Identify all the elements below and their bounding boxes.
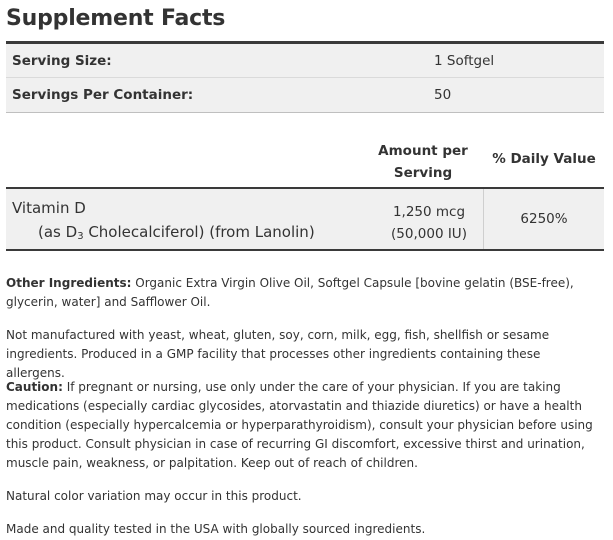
color-variation-note: Natural color variation may occur in this product. — [6, 489, 302, 503]
other-ingredients — [6, 274, 602, 312]
amount-per-serving-header — [370, 140, 476, 184]
nutrient-amount — [372, 201, 486, 245]
nutrient-daily-value: 6250% — [520, 211, 568, 227]
allergen-statement: Not manufactured with yeast, wheat, gluten, soy, corn, milk, egg, fish, shellfish or sesame ingredients. Produced in a GMP facility that processes other ingredients containing these allergens. — [6, 328, 550, 380]
nutrient-name: Vitamin D — [12, 199, 86, 217]
daily-value-header: % Daily Value — [492, 151, 596, 167]
serving-size-row — [6, 44, 604, 78]
servings-per-container-value: 50 — [434, 87, 452, 103]
nutrient-row — [6, 189, 604, 249]
other-ingredients-label: Other Ingredients: — [6, 276, 132, 290]
serving-info-box — [6, 44, 604, 113]
caution-label: Caution: — [6, 380, 63, 394]
servings-per-container-row — [6, 78, 604, 111]
table-bottom-divider — [6, 249, 604, 251]
caution-statement — [6, 378, 602, 473]
made-in-usa-note: Made and quality tested in the USA with globally sourced ingredients. — [6, 522, 426, 536]
nutrient-source-suffix: Cholecalciferol) (from Lanolin) — [83, 223, 315, 241]
caution-text: If pregnant or nursing, use only under the care of your physician. If you are taking medications (especially cardiac glycosides, atorvastatin and thiazide diuretics) or have a health condition (especially hypercalcemia or hyperparathyroidism), consult your physician before using this product. Consult physician in case of recurring GI discomfort, excessive thirst and urination, muscle pain, weakness, or palpitation. Keep out of reach of children. — [6, 380, 593, 470]
nutrient-source — [38, 223, 315, 242]
nutrient-amount-iu: (50,000 IU) — [391, 226, 467, 242]
amount-header-line2: Serving — [393, 165, 453, 181]
nutrient-amount-mcg: 1,250 mcg — [392, 204, 466, 220]
servings-per-container-label: Servings Per Container: — [12, 87, 194, 103]
amount-header-line1: Amount per — [378, 143, 468, 159]
serving-size-label: Serving Size: — [12, 53, 112, 69]
serving-size-value: 1 Softgel — [434, 53, 495, 69]
nutrient-source-prefix: (as D — [38, 223, 78, 241]
page-title: Supplement Facts — [6, 6, 226, 31]
other-ingredients-text: Organic Extra Virgin Olive Oil, Softgel Capsule [bovine gelatin (BSE-free), glycerin, water] and Safflower Oil. — [6, 276, 574, 309]
nutrient-source-subscript: 3 — [77, 231, 84, 242]
